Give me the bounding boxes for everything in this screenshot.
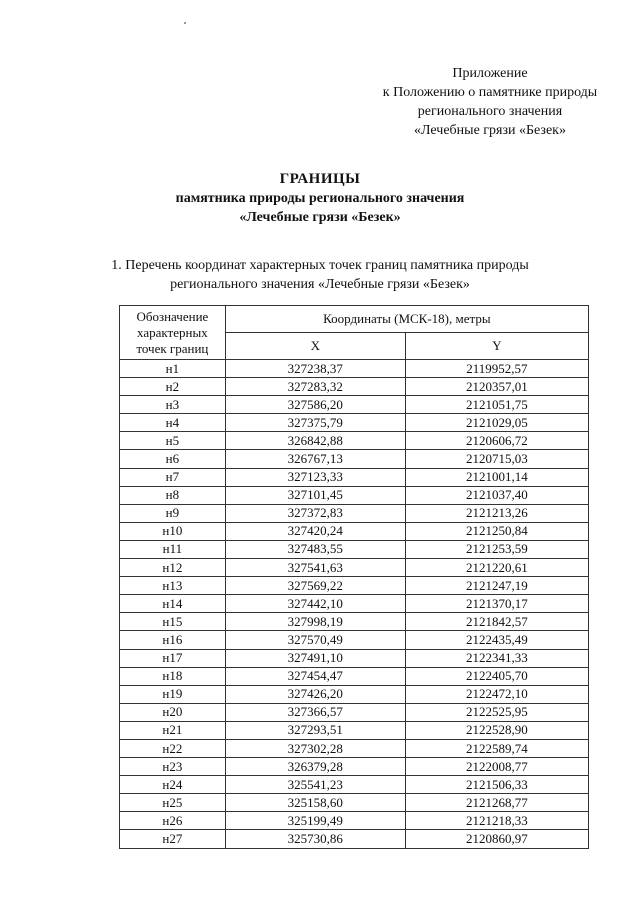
table-row: [120, 631, 589, 649]
table-row: [120, 378, 589, 396]
y-value: 2120357,01: [405, 378, 588, 396]
x-value: 325541,23: [225, 776, 405, 794]
point-label: н2: [120, 378, 226, 396]
table-row: [120, 595, 589, 613]
y-value: 2121253,59: [405, 540, 588, 558]
y-value: 2120860,97: [405, 830, 588, 848]
x-value: 327366,57: [225, 703, 405, 721]
table-row: [120, 703, 589, 721]
table-row: [120, 613, 589, 631]
point-label: н11: [120, 540, 226, 558]
y-value: 2121218,33: [405, 812, 588, 830]
table-row: [120, 559, 589, 577]
y-value: 2122525,95: [405, 703, 588, 721]
point-label: н9: [120, 504, 226, 522]
point-label: н14: [120, 595, 226, 613]
y-value: 2122405,70: [405, 667, 588, 685]
coordinates-header: Координаты (МСК-18), метры: [225, 306, 588, 333]
point-label: н6: [120, 450, 226, 468]
table-row: [120, 794, 589, 812]
x-header: X: [225, 333, 405, 360]
x-value: 326767,13: [225, 450, 405, 468]
point-label: н19: [120, 685, 226, 703]
table-row: [120, 432, 589, 450]
y-value: 2121037,40: [405, 486, 588, 504]
x-value: 327123,33: [225, 468, 405, 486]
point-label: н3: [120, 396, 226, 414]
y-value: 2122472,10: [405, 685, 588, 703]
point-label: н23: [120, 758, 226, 776]
y-value: 2122528,90: [405, 721, 588, 739]
x-value: 327570,49: [225, 631, 405, 649]
y-value: 2121250,84: [405, 522, 588, 540]
x-value: 327454,47: [225, 667, 405, 685]
x-value: 325199,49: [225, 812, 405, 830]
table-row: [120, 540, 589, 558]
point-label: н17: [120, 649, 226, 667]
y-value: 2121213,26: [405, 504, 588, 522]
x-value: 327375,79: [225, 414, 405, 432]
y-value: 2122435,49: [405, 631, 588, 649]
x-value: 327426,20: [225, 685, 405, 703]
coordinates-table: [119, 305, 589, 849]
table-row: [120, 812, 589, 830]
x-value: 326379,28: [225, 758, 405, 776]
point-label: н5: [120, 432, 226, 450]
appendix-note: [340, 64, 640, 140]
x-value: 325158,60: [225, 794, 405, 812]
table-row: [120, 414, 589, 432]
table-row: [120, 685, 589, 703]
point-label: н13: [120, 577, 226, 595]
header-line: точек границ: [136, 340, 209, 356]
x-value: 327442,10: [225, 595, 405, 613]
y-value: 2121051,75: [405, 396, 588, 414]
section-line: регионального значения «Лечебные грязи «Безек»: [170, 277, 470, 292]
y-value: 2120606,72: [405, 432, 588, 450]
point-label: н7: [120, 468, 226, 486]
x-value: 327998,19: [225, 613, 405, 631]
x-value: 326842,88: [225, 432, 405, 450]
y-value: 2121001,14: [405, 468, 588, 486]
point-label: н18: [120, 667, 226, 685]
appendix-line: «Лечебные грязи «Безек»: [414, 123, 566, 138]
table-row: [120, 739, 589, 757]
point-label: н25: [120, 794, 226, 812]
point-label: н10: [120, 522, 226, 540]
header-line: характерных: [137, 324, 208, 340]
x-value: 327283,32: [225, 378, 405, 396]
scan-dot: [184, 22, 186, 24]
point-label: н16: [120, 631, 226, 649]
x-value: 327372,83: [225, 504, 405, 522]
point-label: н27: [120, 830, 226, 848]
point-label: н26: [120, 812, 226, 830]
point-label: н22: [120, 739, 226, 757]
table-row: [120, 758, 589, 776]
table-row: [120, 360, 589, 378]
point-label: н4: [120, 414, 226, 432]
table-row: [120, 649, 589, 667]
section-heading: [0, 256, 640, 294]
point-label: н20: [120, 703, 226, 721]
x-value: 325730,86: [225, 830, 405, 848]
table-row: [120, 522, 589, 540]
y-value: 2121220,61: [405, 559, 588, 577]
x-value: 327569,22: [225, 577, 405, 595]
point-label: н8: [120, 486, 226, 504]
x-value: 327541,63: [225, 559, 405, 577]
point-label: н15: [120, 613, 226, 631]
header-line: Обозначение: [136, 308, 209, 324]
y-value: 2121029,05: [405, 414, 588, 432]
x-value: 327238,37: [225, 360, 405, 378]
table-row: [120, 830, 589, 848]
document-subtitle: «Лечебные грязи «Безек»: [239, 210, 401, 225]
y-value: 2121370,17: [405, 595, 588, 613]
x-value: 327302,28: [225, 739, 405, 757]
y-value: 2121506,33: [405, 776, 588, 794]
y-value: 2121842,57: [405, 613, 588, 631]
point-label: н1: [120, 360, 226, 378]
table-row: [120, 396, 589, 414]
y-value: 2121247,19: [405, 577, 588, 595]
section-line: 1. Перечень координат характерных точек границ памятника природы: [111, 258, 529, 273]
point-label-header: [120, 306, 226, 360]
y-value: 2122008,77: [405, 758, 588, 776]
x-value: 327483,55: [225, 540, 405, 558]
y-header: Y: [405, 333, 588, 360]
appendix-line: Приложение: [452, 66, 528, 81]
table-row: [120, 468, 589, 486]
table-body: [120, 360, 589, 849]
x-value: 327420,24: [225, 522, 405, 540]
document-subtitle: памятника природы регионального значения: [175, 191, 465, 206]
table-row: [120, 577, 589, 595]
table-row: [120, 504, 589, 522]
y-value: 2119952,57: [405, 360, 588, 378]
table-row: [120, 667, 589, 685]
point-label: н12: [120, 559, 226, 577]
table-row: [120, 450, 589, 468]
y-value: 2121268,77: [405, 794, 588, 812]
table-row: [120, 721, 589, 739]
table-row: [120, 776, 589, 794]
x-value: 327491,10: [225, 649, 405, 667]
table-row: [120, 486, 589, 504]
document-title: ГРАНИЦЫ: [279, 171, 361, 187]
x-value: 327586,20: [225, 396, 405, 414]
y-value: 2122341,33: [405, 649, 588, 667]
y-value: 2122589,74: [405, 739, 588, 757]
point-label: н21: [120, 721, 226, 739]
appendix-line: к Положению о памятнике природы: [382, 85, 598, 100]
x-value: 327293,51: [225, 721, 405, 739]
document-heading: [0, 170, 640, 227]
point-label: н24: [120, 776, 226, 794]
y-value: 2120715,03: [405, 450, 588, 468]
x-value: 327101,45: [225, 486, 405, 504]
appendix-line: регионального значения: [417, 104, 563, 119]
